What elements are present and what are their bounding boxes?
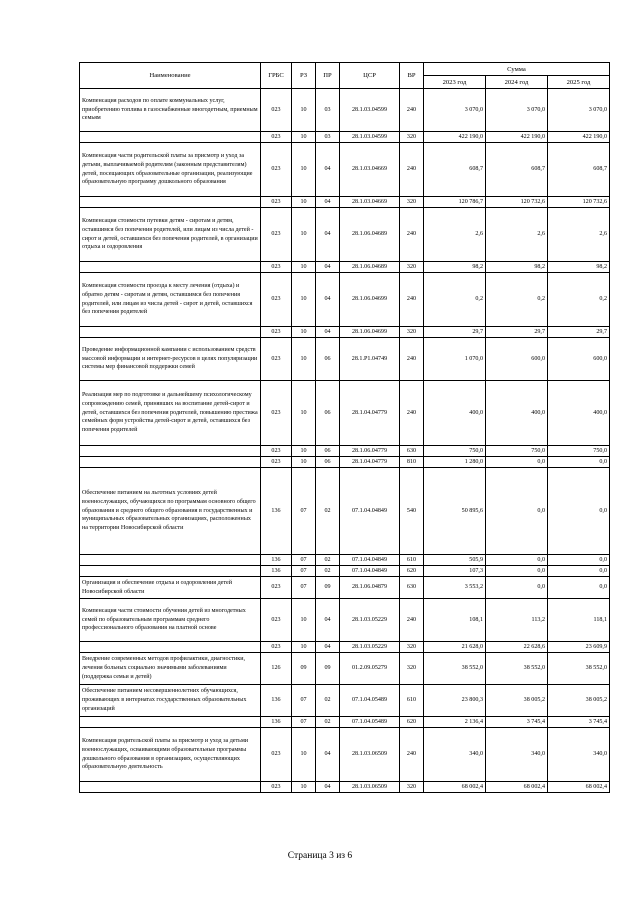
cell-sum-2024: 120 732,6: [486, 197, 548, 208]
cell-sum-2023: 38 552,0: [424, 653, 486, 685]
cell-sum-2025: 118,1: [548, 599, 610, 642]
cell-vr: 320: [400, 197, 424, 208]
cell-csr: 28.1.06.04689: [340, 208, 400, 262]
header-year-2024: 2024 год: [486, 76, 548, 89]
cell-csr: 07.1.04.04849: [340, 468, 400, 555]
cell-pr: 04: [316, 642, 340, 653]
row-name: Компенсация части стоимости обучения детей из многодетных семей по образовательным программам среднего профессионального образования на платной основе: [80, 599, 261, 642]
cell-csr: 28.1.03.06509: [340, 728, 400, 782]
cell-rz: 07: [292, 717, 316, 728]
cell-grbs: 023: [261, 577, 292, 599]
cell-csr: 28.1.06.04779: [340, 446, 400, 457]
cell-pr: 02: [316, 566, 340, 577]
cell-grbs: 023: [261, 381, 292, 446]
cell-vr: 240: [400, 208, 424, 262]
cell-grbs: 023: [261, 457, 292, 468]
cell-sum-2023: 108,1: [424, 599, 486, 642]
row-name: [80, 197, 261, 208]
cell-vr: 240: [400, 599, 424, 642]
cell-vr: 240: [400, 143, 424, 197]
row-name: Компенсация расходов по оплате коммунальных услуг, приобретению топлива в газоснабженные многодетным, приемным семьям: [80, 89, 261, 132]
cell-vr: 320: [400, 782, 424, 793]
cell-csr: 01.2.09.05279: [340, 653, 400, 685]
table-row: [80, 685, 610, 717]
cell-sum-2023: 1 070,0: [424, 338, 486, 381]
cell-vr: 320: [400, 327, 424, 338]
cell-vr: 540: [400, 468, 424, 555]
table-row: [80, 338, 610, 381]
cell-grbs: 023: [261, 208, 292, 262]
cell-vr: 620: [400, 566, 424, 577]
table-row: [80, 89, 610, 132]
cell-sum-2025: 0,0: [548, 555, 610, 566]
cell-rz: 09: [292, 653, 316, 685]
cell-csr: 28.1.06.04699: [340, 327, 400, 338]
cell-sum-2024: 400,0: [486, 381, 548, 446]
cell-sum-2024: 38 552,0: [486, 653, 548, 685]
cell-pr: 04: [316, 262, 340, 273]
cell-sum-2025: 0,0: [548, 577, 610, 599]
cell-vr: 810: [400, 457, 424, 468]
row-name: [80, 446, 261, 457]
cell-vr: 240: [400, 338, 424, 381]
cell-sum-2024: 22 628,6: [486, 642, 548, 653]
cell-vr: 630: [400, 577, 424, 599]
header-rz: РЗ: [292, 63, 316, 89]
header-csr: ЦСР: [340, 63, 400, 89]
header-vr: ВР: [400, 63, 424, 89]
cell-pr: 06: [316, 457, 340, 468]
cell-rz: 10: [292, 446, 316, 457]
cell-sum-2025: 600,0: [548, 338, 610, 381]
cell-sum-2025: 38 552,0: [548, 653, 610, 685]
cell-sum-2024: 113,2: [486, 599, 548, 642]
cell-sum-2024: 29,7: [486, 327, 548, 338]
row-name: [80, 327, 261, 338]
table-row: [80, 717, 610, 728]
cell-sum-2023: 50 895,6: [424, 468, 486, 555]
header-pr: ПР: [316, 63, 340, 89]
cell-sum-2025: 23 609,9: [548, 642, 610, 653]
row-name: Внедрение современных методов профилактики, диагностики, лечения больных социально значимыми заболеваниями (поддержка семьи и детей): [80, 653, 261, 685]
cell-pr: 04: [316, 143, 340, 197]
cell-sum-2023: 29,7: [424, 327, 486, 338]
cell-csr: 28.1.03.05229: [340, 642, 400, 653]
cell-sum-2025: 29,7: [548, 327, 610, 338]
table-row: [80, 653, 610, 685]
budget-document: [79, 62, 609, 793]
row-name: Реализация мер по подготовке и дальнейшему психологическому сопровождению семей, принявших на воспитание детей-сирот и детей, оставшихся без попечения родителей, повышению престижа семейных форм устройства детей-сирот и детей, оставшихся без попечения родителей: [80, 381, 261, 446]
row-name: [80, 566, 261, 577]
cell-pr: 03: [316, 132, 340, 143]
cell-vr: 320: [400, 262, 424, 273]
cell-grbs: 023: [261, 273, 292, 327]
cell-pr: 06: [316, 338, 340, 381]
cell-sum-2025: 0,0: [548, 457, 610, 468]
row-name: Компенсация родительской платы за присмотр и уход за детьми военнослужащих, осваивающими образовательные программы дошкольного образования в организациях, осуществляющих образовательную деятельность: [80, 728, 261, 782]
cell-csr: 28.1.06.04699: [340, 273, 400, 327]
table-row: [80, 642, 610, 653]
cell-pr: 02: [316, 468, 340, 555]
row-name: Обеспечение питанием несовершеннолетних обучающихся, проживающих в интернатах государственных образовательных организаций: [80, 685, 261, 717]
cell-pr: 04: [316, 197, 340, 208]
cell-rz: 07: [292, 555, 316, 566]
cell-sum-2024: 600,0: [486, 338, 548, 381]
table-row: [80, 555, 610, 566]
row-name: [80, 782, 261, 793]
cell-grbs: 023: [261, 446, 292, 457]
cell-rz: 10: [292, 338, 316, 381]
table-row: [80, 446, 610, 457]
row-name: Проведение информационной кампании с использованием средств массовой информации и интернет-ресурсов в целях популяризации системы мер финансовой поддержки семей: [80, 338, 261, 381]
cell-grbs: 136: [261, 685, 292, 717]
cell-vr: 320: [400, 642, 424, 653]
header-sum: Сумма: [424, 63, 610, 76]
cell-sum-2024: 0,0: [486, 577, 548, 599]
cell-pr: 06: [316, 446, 340, 457]
cell-rz: 07: [292, 468, 316, 555]
cell-rz: 10: [292, 599, 316, 642]
table-row: [80, 381, 610, 446]
cell-csr: 07.1.04.04849: [340, 566, 400, 577]
cell-csr: 28.1.04.04779: [340, 457, 400, 468]
cell-grbs: 023: [261, 89, 292, 132]
cell-grbs: 023: [261, 132, 292, 143]
table-header: [80, 63, 610, 89]
cell-csr: 28.1.03.04669: [340, 143, 400, 197]
row-name: [80, 132, 261, 143]
row-name: [80, 717, 261, 728]
cell-pr: 09: [316, 653, 340, 685]
header-year-2025: 2025 год: [548, 76, 610, 89]
table-row: [80, 208, 610, 262]
cell-vr: 240: [400, 728, 424, 782]
table-row: [80, 262, 610, 273]
cell-sum-2023: 608,7: [424, 143, 486, 197]
cell-vr: 610: [400, 685, 424, 717]
cell-rz: 10: [292, 132, 316, 143]
cell-grbs: 023: [261, 327, 292, 338]
cell-grbs: 023: [261, 728, 292, 782]
cell-sum-2025: 2,6: [548, 208, 610, 262]
cell-sum-2024: 68 002,4: [486, 782, 548, 793]
cell-sum-2025: 422 190,0: [548, 132, 610, 143]
row-name: [80, 555, 261, 566]
cell-grbs: 023: [261, 143, 292, 197]
cell-sum-2025: 3 070,0: [548, 89, 610, 132]
cell-pr: 04: [316, 208, 340, 262]
cell-vr: 240: [400, 381, 424, 446]
table-row: [80, 273, 610, 327]
cell-sum-2024: 0,0: [486, 566, 548, 577]
cell-grbs: 023: [261, 262, 292, 273]
table-row: [80, 599, 610, 642]
cell-grbs: 023: [261, 599, 292, 642]
cell-grbs: 136: [261, 555, 292, 566]
cell-sum-2023: 68 002,4: [424, 782, 486, 793]
cell-csr: 28.1.04.04779: [340, 381, 400, 446]
cell-sum-2025: 0,0: [548, 566, 610, 577]
cell-sum-2023: 107,3: [424, 566, 486, 577]
table-row: [80, 782, 610, 793]
cell-csr: 07.1.04.05489: [340, 685, 400, 717]
cell-vr: 320: [400, 132, 424, 143]
header-grbs: ГРБС: [261, 63, 292, 89]
cell-grbs: 023: [261, 338, 292, 381]
cell-sum-2025: 608,7: [548, 143, 610, 197]
cell-vr: 610: [400, 555, 424, 566]
page-number: Страница 3 из 6: [287, 851, 353, 861]
cell-sum-2024: 422 190,0: [486, 132, 548, 143]
cell-grbs: 136: [261, 717, 292, 728]
cell-sum-2024: 3 070,0: [486, 89, 548, 132]
cell-pr: 04: [316, 728, 340, 782]
cell-sum-2024: 2,6: [486, 208, 548, 262]
row-name: [80, 262, 261, 273]
cell-pr: 03: [316, 89, 340, 132]
table-row: [80, 327, 610, 338]
cell-csr: 28.1.06.04879: [340, 577, 400, 599]
cell-sum-2023: 2,6: [424, 208, 486, 262]
cell-rz: 10: [292, 327, 316, 338]
cell-pr: 04: [316, 327, 340, 338]
cell-sum-2024: 0,2: [486, 273, 548, 327]
cell-sum-2023: 98,2: [424, 262, 486, 273]
cell-rz: 10: [292, 197, 316, 208]
cell-csr: 28.1.Р1.04749: [340, 338, 400, 381]
cell-sum-2025: 0,2: [548, 273, 610, 327]
cell-rz: 07: [292, 685, 316, 717]
cell-sum-2024: 38 005,2: [486, 685, 548, 717]
cell-csr: 07.1.04.05489: [340, 717, 400, 728]
table-row: [80, 197, 610, 208]
cell-rz: 10: [292, 273, 316, 327]
table-row: [80, 468, 610, 555]
cell-sum-2024: 3 745,4: [486, 717, 548, 728]
row-name: Организация и обеспечение отдыха и оздоровления детей Новосибирской области: [80, 577, 261, 599]
cell-pr: 09: [316, 577, 340, 599]
table-row: [80, 457, 610, 468]
cell-sum-2024: 0,0: [486, 468, 548, 555]
cell-grbs: 023: [261, 782, 292, 793]
cell-csr: 28.1.03.05229: [340, 599, 400, 642]
cell-grbs: 126: [261, 653, 292, 685]
cell-rz: 10: [292, 89, 316, 132]
cell-sum-2023: 750,0: [424, 446, 486, 457]
cell-sum-2023: 340,0: [424, 728, 486, 782]
cell-sum-2025: 340,0: [548, 728, 610, 782]
header-name: Наименование: [80, 63, 261, 89]
cell-sum-2024: 340,0: [486, 728, 548, 782]
cell-csr: 28.1.03.04669: [340, 197, 400, 208]
cell-sum-2023: 422 190,0: [424, 132, 486, 143]
cell-csr: 28.1.06.04689: [340, 262, 400, 273]
cell-sum-2025: 38 005,2: [548, 685, 610, 717]
cell-pr: 04: [316, 782, 340, 793]
cell-vr: 240: [400, 89, 424, 132]
cell-rz: 07: [292, 577, 316, 599]
cell-vr: 320: [400, 653, 424, 685]
table-row: [80, 728, 610, 782]
row-name: [80, 642, 261, 653]
cell-pr: 02: [316, 685, 340, 717]
cell-pr: 04: [316, 599, 340, 642]
cell-sum-2023: 3 553,2: [424, 577, 486, 599]
cell-sum-2024: 0,0: [486, 555, 548, 566]
budget-table: [79, 62, 610, 793]
cell-sum-2025: 68 002,4: [548, 782, 610, 793]
row-name: Компенсация стоимости проезда к месту лечения (отдыха) и обратно детям - сиротам и детям, оставшимся без попечения родителей, или лицам из числа детей - сирот и детей, оставшихся без попечения родителей: [80, 273, 261, 327]
cell-rz: 07: [292, 566, 316, 577]
cell-pr: 02: [316, 717, 340, 728]
cell-vr: 240: [400, 273, 424, 327]
row-name: [80, 457, 261, 468]
cell-rz: 10: [292, 728, 316, 782]
cell-vr: 620: [400, 717, 424, 728]
cell-sum-2024: 608,7: [486, 143, 548, 197]
cell-rz: 10: [292, 208, 316, 262]
cell-sum-2025: 0,0: [548, 468, 610, 555]
cell-sum-2023: 2 136,4: [424, 717, 486, 728]
cell-sum-2023: 505,9: [424, 555, 486, 566]
cell-sum-2023: 400,0: [424, 381, 486, 446]
cell-sum-2024: 750,0: [486, 446, 548, 457]
cell-csr: 28.1.03.06509: [340, 782, 400, 793]
cell-rz: 10: [292, 381, 316, 446]
cell-rz: 10: [292, 782, 316, 793]
table-row: [80, 143, 610, 197]
cell-sum-2025: 3 745,4: [548, 717, 610, 728]
row-name: Компенсация стоимости путевки детям - сиротам и детям, оставшимся без попечения родителей, или лицам из числа детей - сирот и детей, оставшихся без попечения родителей, в организации отдыха и оздоровления: [80, 208, 261, 262]
header-year-2023: 2023 год: [424, 76, 486, 89]
cell-pr: 06: [316, 381, 340, 446]
row-name: Компенсация части родительской платы за присмотр и уход за детьми, выплачиваемой родителям (законным представителям) детей, посещающих образовательные организации, реализующие образовательную программу дошкольного образования: [80, 143, 261, 197]
cell-csr: 28.1.03.04599: [340, 132, 400, 143]
cell-rz: 10: [292, 143, 316, 197]
cell-vr: 630: [400, 446, 424, 457]
cell-csr: 28.1.03.04599: [340, 89, 400, 132]
cell-sum-2023: 120 786,7: [424, 197, 486, 208]
cell-sum-2024: 98,2: [486, 262, 548, 273]
table-row: [80, 132, 610, 143]
cell-grbs: 023: [261, 642, 292, 653]
cell-sum-2025: 98,2: [548, 262, 610, 273]
cell-rz: 10: [292, 457, 316, 468]
table-row: [80, 566, 610, 577]
cell-csr: 07.1.04.04849: [340, 555, 400, 566]
cell-grbs: 023: [261, 197, 292, 208]
table-row: [80, 577, 610, 599]
cell-sum-2023: 0,2: [424, 273, 486, 327]
cell-pr: 04: [316, 273, 340, 327]
cell-rz: 10: [292, 262, 316, 273]
cell-sum-2023: 23 800,3: [424, 685, 486, 717]
cell-sum-2024: 0,0: [486, 457, 548, 468]
cell-sum-2025: 120 732,6: [548, 197, 610, 208]
cell-sum-2023: 21 628,0: [424, 642, 486, 653]
cell-grbs: 136: [261, 566, 292, 577]
cell-sum-2023: 1 280,0: [424, 457, 486, 468]
cell-sum-2025: 750,0: [548, 446, 610, 457]
cell-sum-2025: 400,0: [548, 381, 610, 446]
cell-sum-2023: 3 070,0: [424, 89, 486, 132]
cell-rz: 10: [292, 642, 316, 653]
table-body: [80, 89, 610, 793]
row-name: Обеспечение питанием на льготных условиях детей военнослужащих, обучающихся по программам основного общего образования и среднего общего образования в государственных и муниципальных образовательных организациях, расположенных на территории Новосибирской области: [80, 468, 261, 555]
cell-pr: 02: [316, 555, 340, 566]
cell-grbs: 136: [261, 468, 292, 555]
